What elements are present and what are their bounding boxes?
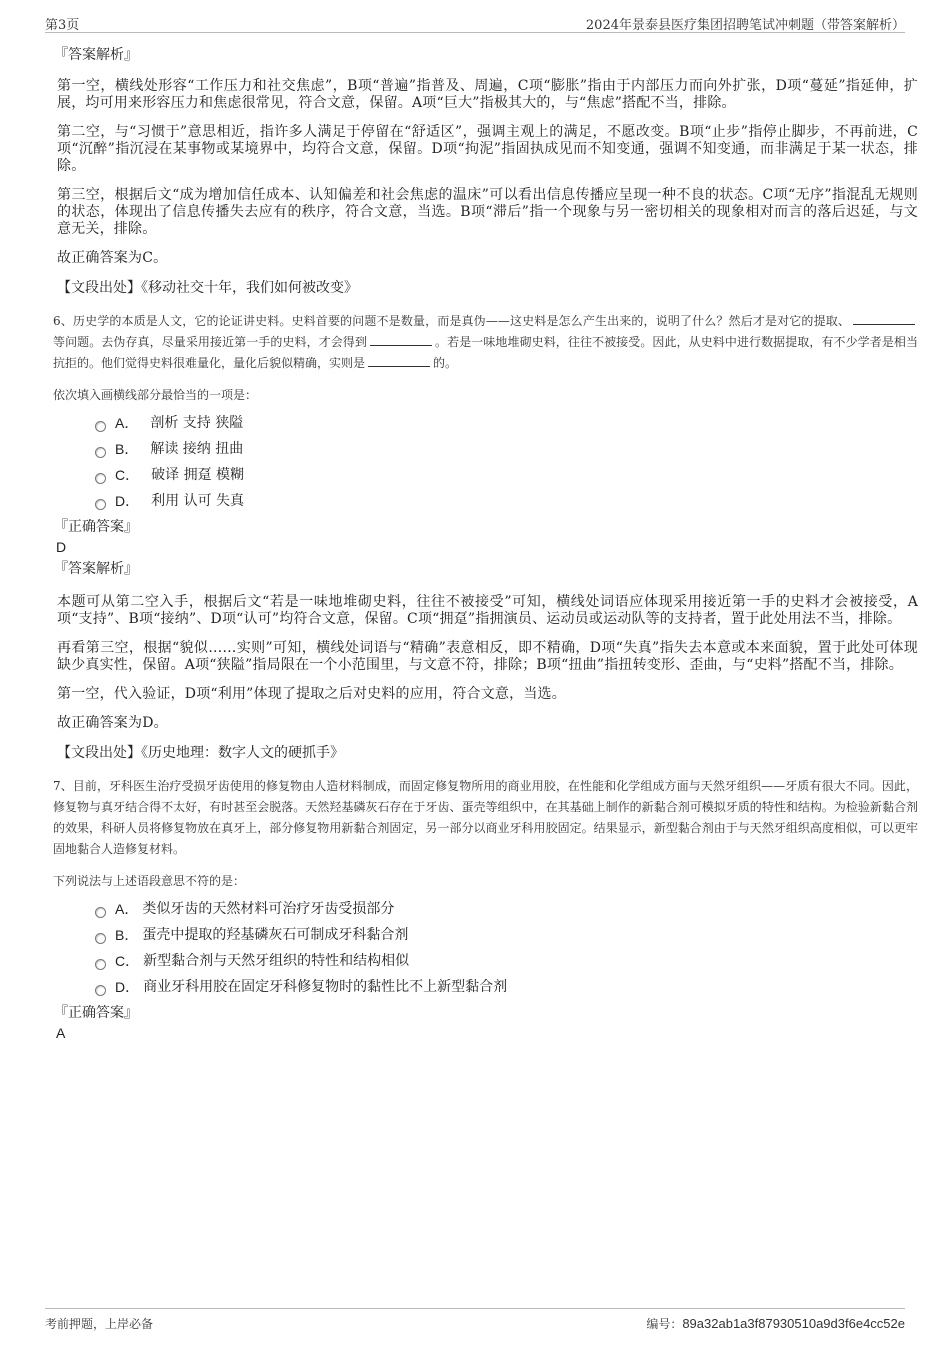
radio-icon[interactable]	[95, 933, 106, 944]
question-5-analysis	[54, 46, 918, 297]
option-list	[95, 414, 918, 510]
option-c[interactable]	[95, 952, 918, 970]
correct-answer-label: 『正确答案』	[54, 1005, 138, 1021]
analysis-label: 『答案解析』	[54, 561, 138, 577]
correct-answer-label: 『正确答案』	[54, 519, 138, 535]
radio-icon[interactable]	[95, 985, 106, 996]
answer-conclusion: 故正确答案为D。	[57, 715, 168, 731]
document-id-label: 编号：	[646, 1317, 683, 1331]
answer-conclusion: 故正确答案为C。	[57, 250, 168, 266]
option-a[interactable]	[95, 414, 918, 432]
stem-text: 等问题。去伪存真，尽量采用接近第一手的史料，才会得到	[53, 335, 367, 349]
option-c[interactable]	[95, 466, 918, 484]
radio-icon[interactable]	[95, 421, 106, 432]
page-footer	[45, 1308, 905, 1337]
option-text: 新型黏合剂与天然牙组织的特性和结构相似	[143, 953, 410, 969]
question-7	[53, 776, 918, 1042]
stem-text: 。若是一味地堆砌史料，往往不被接受。因此，从史料中进行数据提取，有不少学者是相当抗拒的。他们觉得史料很难量化，量化后貌似精确，实则是	[53, 335, 918, 370]
page-content	[53, 46, 918, 1046]
correct-answer: D	[56, 539, 67, 555]
option-text: 类似牙齿的天然材料可治疗牙齿受损部分	[142, 901, 395, 917]
option-text: 利用 认可 失真	[151, 493, 245, 509]
question-prompt: 依次填入画横线部分最恰当的一项是：	[53, 388, 258, 402]
option-b[interactable]	[95, 926, 918, 944]
correct-answer: A	[56, 1025, 66, 1041]
option-key: C．	[115, 467, 140, 483]
radio-icon[interactable]	[95, 907, 106, 918]
document-id-value: 89a32ab1a3f87930510a9d3f6e4cc52e	[682, 1316, 905, 1331]
document-id	[646, 1315, 905, 1332]
option-list	[95, 900, 918, 996]
option-key: B．	[115, 441, 139, 457]
stem-text: 6、历史学的本质是人文，它的论证讲史料。史料首要的问题不是数量，而是真伪——这史料是怎么产生出来的，说明了什么？然后才是对它的提取、	[53, 314, 850, 328]
option-key: A．	[115, 415, 139, 431]
option-key: D．	[115, 493, 140, 509]
stem-text: 的。	[433, 356, 458, 370]
radio-icon[interactable]	[95, 499, 106, 510]
option-text: 破译 拥趸 模糊	[151, 467, 245, 483]
question-6	[53, 311, 918, 762]
analysis-paragraph: 第一空，代入验证，D项“利用”体现了提取之后对史料的应用，符合文意，当选。	[57, 686, 566, 702]
page-header	[45, 12, 905, 33]
analysis-paragraph: 第一空，横线处形容“工作压力和社交焦虑”，B项“普遍”指普及、周遍，C项“膨胀”指由于内部压力而向外扩张，D项“蔓延”指延伸，扩展，均可用来形容压力和焦虑很常见，符合文意，保留。A项“巨大”指极其大的，与“焦虑”搭配不当，排除。	[57, 78, 918, 111]
option-key: D．	[115, 979, 140, 995]
analysis-label: 『答案解析』	[54, 47, 138, 63]
option-text: 解读 接纳 扭曲	[150, 441, 244, 457]
question-prompt: 下列说法与上述语段意思不符的是：	[53, 874, 246, 888]
fill-blank	[370, 333, 432, 346]
option-key: A．	[115, 901, 139, 917]
option-a[interactable]	[95, 900, 918, 918]
radio-icon[interactable]	[95, 959, 106, 970]
option-b[interactable]	[95, 440, 918, 458]
footer-slogan: 考前押题，上岸必备	[45, 1317, 154, 1331]
analysis-paragraph: 再看第三空，根据“貌似……实则”可知，横线处词语与“精确”表意相反，即不精确，D项“失真”指失去本意或本来面貌，置于此处可体现缺少真实性，保留。A项“狭隘”指局限在一个小范围里，与文意不符，排除；B项“扭曲”指扭转变形、歪曲，与“史料”搭配不当，排除。	[57, 640, 918, 673]
analysis-paragraph: 第三空，根据后文“成为增加信任成本、认知偏差和社会焦虑的温床”可以看出信息传播应呈现一种不良的状态。C项“无序”指混乱无规则的状态，体现出了信息传播失去应有的秩序，符合文意，当选。B项“滞后”指一个现象与另一密切相关的现象相对而言的落后迟延，与文意无关，排除。	[57, 187, 918, 237]
option-d[interactable]	[95, 492, 918, 510]
passage-source: 【文段出处】《历史地理：数字人文的硬抓手》	[57, 745, 344, 761]
fill-blank	[853, 312, 915, 325]
document-title: 2024年景泰县医疗集团招聘笔试冲刺题（带答案解析）	[585, 18, 905, 33]
analysis-paragraph: 第二空，与“习惯于”意思相近，指许多人满足于停留在“舒适区”，强调主观上的满足，不愿改变。B项“止步”指停止脚步，不再前进，C项“沉醉”指沉浸在某事物或某境界中，均符合文意，保留。D项“拘泥”指固执成见而不知变通，强调不知变通，而非满足于某一状态，排除。	[57, 124, 918, 174]
option-text: 商业牙科用胶在固定牙科修复物时的黏性比不上新型黏合剂	[143, 979, 508, 995]
radio-icon[interactable]	[95, 473, 106, 484]
fill-blank	[368, 354, 430, 367]
page-number: 第3页	[45, 18, 80, 33]
passage-source: 【文段出处】《移动社交十年，我们如何被改变》	[57, 280, 358, 296]
option-key: B．	[115, 927, 139, 943]
option-text: 蛋壳中提取的羟基磷灰石可制成牙科黏合剂	[142, 927, 409, 943]
analysis-paragraph: 本题可从第二空入手，根据后文“若是一味地堆砌史料，往往不被接受”可知，横线处词语应体现采用接近第一手的史料才会被接受，A项“支持”、B项“接纳”、D项“认可”均符合文意，保留。C项“拥趸”指拥演员、运动员或运动队等的支持者，置于此处用法不当，排除。	[57, 594, 918, 627]
option-d[interactable]	[95, 978, 918, 996]
option-text: 剖析 支持 狭隘	[150, 415, 244, 431]
option-key: C．	[115, 953, 140, 969]
question-stem: 7、目前，牙科医生治疗受损牙齿使用的修复物由人造材料制成，而固定修复物所用的商业用胶，在性能和化学组成方面与天然牙组织——牙质有很大不同。因此，修复物与真牙结合得不太好，有时甚至会脱落。天然羟基磷灰石存在于牙齿、蛋壳等组织中，在其基础上制作的新黏合剂可模拟牙质的特性和结构。为检验新黏合剂的效果，科研人员将修复物放在真牙上，部分修复物用新黏合剂固定，另一部分以商业牙科用胶固定。结果显示，新型黏合剂由于与天然牙组织高度相似，可以更牢固地黏合人造修复材料。	[53, 779, 918, 856]
radio-icon[interactable]	[95, 447, 106, 458]
question-stem	[53, 311, 918, 374]
